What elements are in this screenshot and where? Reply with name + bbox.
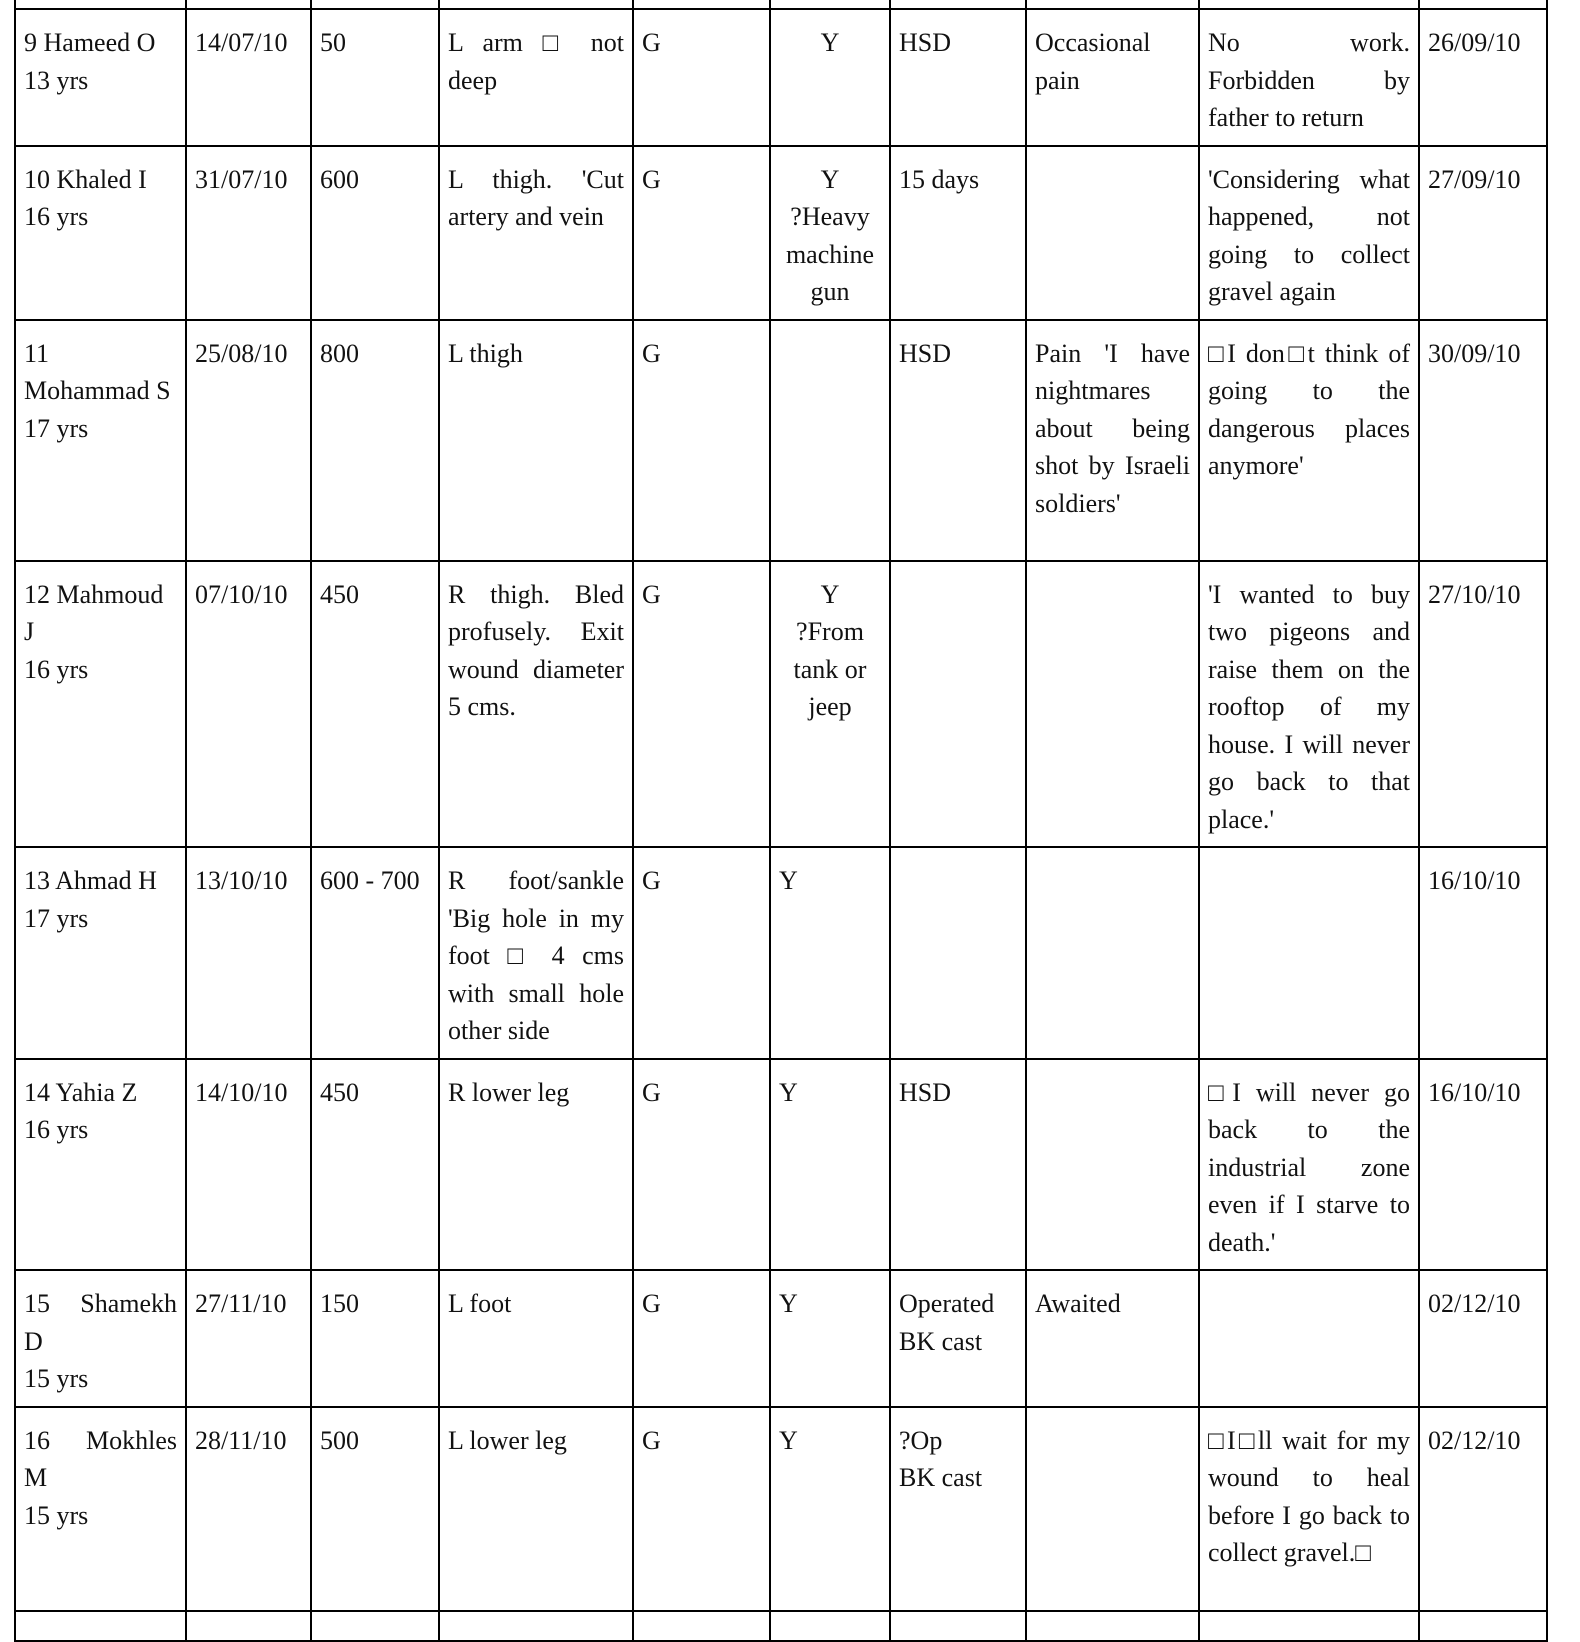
name-cell: 14 Yahia Z 16 yrs xyxy=(15,1059,186,1271)
distance-cell: 500 xyxy=(311,1407,439,1611)
fire-cell: Y xyxy=(770,847,890,1059)
symptoms-cell xyxy=(1026,847,1199,1059)
distance-cell: 50 xyxy=(311,9,439,146)
treatment-cell: 15 days xyxy=(890,146,1026,320)
wound-cell: L arm □ not deep xyxy=(439,9,633,146)
code-cell: G xyxy=(633,9,770,146)
wound-cell: L lower leg xyxy=(439,1407,633,1611)
comment-cell xyxy=(1199,847,1419,1059)
code-cell: G xyxy=(633,1407,770,1611)
treatment-cell: HSD xyxy=(890,320,1026,561)
treatment-cell: Operated BK cast xyxy=(890,1270,1026,1407)
comment-cell: 'Considering what happened, not going to collect gravel again xyxy=(1199,146,1419,320)
distance-cell: 150 xyxy=(311,1270,439,1407)
table-row xyxy=(15,847,1547,1059)
code-cell: G xyxy=(633,1270,770,1407)
comment-cell xyxy=(1199,1270,1419,1407)
wound-cell: L thigh xyxy=(439,320,633,561)
date-cell: 28/11/10 xyxy=(186,1407,311,1611)
fire-cell: Y xyxy=(770,9,890,146)
treatment-cell: HSD xyxy=(890,9,1026,146)
distance-cell: 450 xyxy=(311,561,439,848)
name-cell: 9 Hameed O 13 yrs xyxy=(15,9,186,146)
table-row xyxy=(15,9,1547,146)
cases-table xyxy=(14,0,1548,1642)
wound-cell: L thigh. 'Cut artery and vein xyxy=(439,146,633,320)
name-cell: 10 Khaled I 16 yrs xyxy=(15,146,186,320)
followup-date-cell: 02/12/10 xyxy=(1419,1270,1547,1407)
table-row xyxy=(15,320,1547,561)
symptoms-cell xyxy=(1026,1059,1199,1271)
distance-cell: 800 xyxy=(311,320,439,561)
code-cell: G xyxy=(633,1059,770,1271)
followup-date-cell: 27/10/10 xyxy=(1419,561,1547,848)
code-cell: G xyxy=(633,847,770,1059)
name-cell: 15 Shamekh D 15 yrs xyxy=(15,1270,186,1407)
wound-cell: R foot/sankle 'Big hole in my foot □ 4 cms with small hole other side xyxy=(439,847,633,1059)
distance-cell: 450 xyxy=(311,1059,439,1271)
name-cell: 12 Mahmoud J 16 yrs xyxy=(15,561,186,848)
date-cell: 25/08/10 xyxy=(186,320,311,561)
distance-cell: 600 - 700 xyxy=(311,847,439,1059)
symptoms-cell: Awaited xyxy=(1026,1270,1199,1407)
followup-date-cell: 16/10/10 xyxy=(1419,847,1547,1059)
wound-cell: R thigh. Bled profusely. Exit wound diameter 5 cms. xyxy=(439,561,633,848)
date-cell: 13/10/10 xyxy=(186,847,311,1059)
name-cell: 13 Ahmad H 17 yrs xyxy=(15,847,186,1059)
table-row-bottom-remnant xyxy=(15,1611,1547,1641)
treatment-cell: ?Op BK cast xyxy=(890,1407,1026,1611)
symptoms-cell xyxy=(1026,1407,1199,1611)
comment-cell: □I□ll wait for my wound to heal before I go back to collect gravel.□ xyxy=(1199,1407,1419,1611)
fire-cell: Y ?Heavy machine gun xyxy=(770,146,890,320)
code-cell: G xyxy=(633,561,770,848)
comment-cell: No work. Forbidden by father to return xyxy=(1199,9,1419,146)
table-row xyxy=(15,561,1547,848)
name-cell: 16 Mokhles M 15 yrs xyxy=(15,1407,186,1611)
fire-cell: Y xyxy=(770,1270,890,1407)
symptoms-cell: Occasional pain xyxy=(1026,9,1199,146)
treatment-cell xyxy=(890,847,1026,1059)
code-cell: G xyxy=(633,146,770,320)
fire-cell: Y xyxy=(770,1407,890,1611)
table-row xyxy=(15,1270,1547,1407)
symptoms-cell: Pain 'I have nightmares about being shot by Israeli soldiers' xyxy=(1026,320,1199,561)
fire-cell: Y xyxy=(770,1059,890,1271)
treatment-cell xyxy=(890,561,1026,848)
name-cell: 11 Mohammad S 17 yrs xyxy=(15,320,186,561)
fire-cell xyxy=(770,320,890,561)
code-cell: G xyxy=(633,320,770,561)
date-cell: 31/07/10 xyxy=(186,146,311,320)
fire-cell: Y ?From tank or jeep xyxy=(770,561,890,848)
comment-cell: 'I wanted to buy two pigeons and raise them on the rooftop of my house. I will never go back to that place.' xyxy=(1199,561,1419,848)
followup-date-cell: 02/12/10 xyxy=(1419,1407,1547,1611)
followup-date-cell: 30/09/10 xyxy=(1419,320,1547,561)
table-row xyxy=(15,1059,1547,1271)
distance-cell: 600 xyxy=(311,146,439,320)
treatment-cell: HSD xyxy=(890,1059,1026,1271)
followup-date-cell: 27/09/10 xyxy=(1419,146,1547,320)
date-cell: 14/07/10 xyxy=(186,9,311,146)
symptoms-cell xyxy=(1026,561,1199,848)
followup-date-cell: 26/09/10 xyxy=(1419,9,1547,146)
table-row xyxy=(15,1407,1547,1611)
wound-cell: R lower leg xyxy=(439,1059,633,1271)
wound-cell: L foot xyxy=(439,1270,633,1407)
table-row xyxy=(15,146,1547,320)
followup-date-cell: 16/10/10 xyxy=(1419,1059,1547,1271)
date-cell: 27/11/10 xyxy=(186,1270,311,1407)
comment-cell: □I will never go back to the industrial zone even if I starve to death.' xyxy=(1199,1059,1419,1271)
comment-cell: □I don□t think of going to the dangerous places anymore' xyxy=(1199,320,1419,561)
date-cell: 14/10/10 xyxy=(186,1059,311,1271)
symptoms-cell xyxy=(1026,146,1199,320)
table-row-top-remnant xyxy=(15,0,1547,9)
date-cell: 07/10/10 xyxy=(186,561,311,848)
